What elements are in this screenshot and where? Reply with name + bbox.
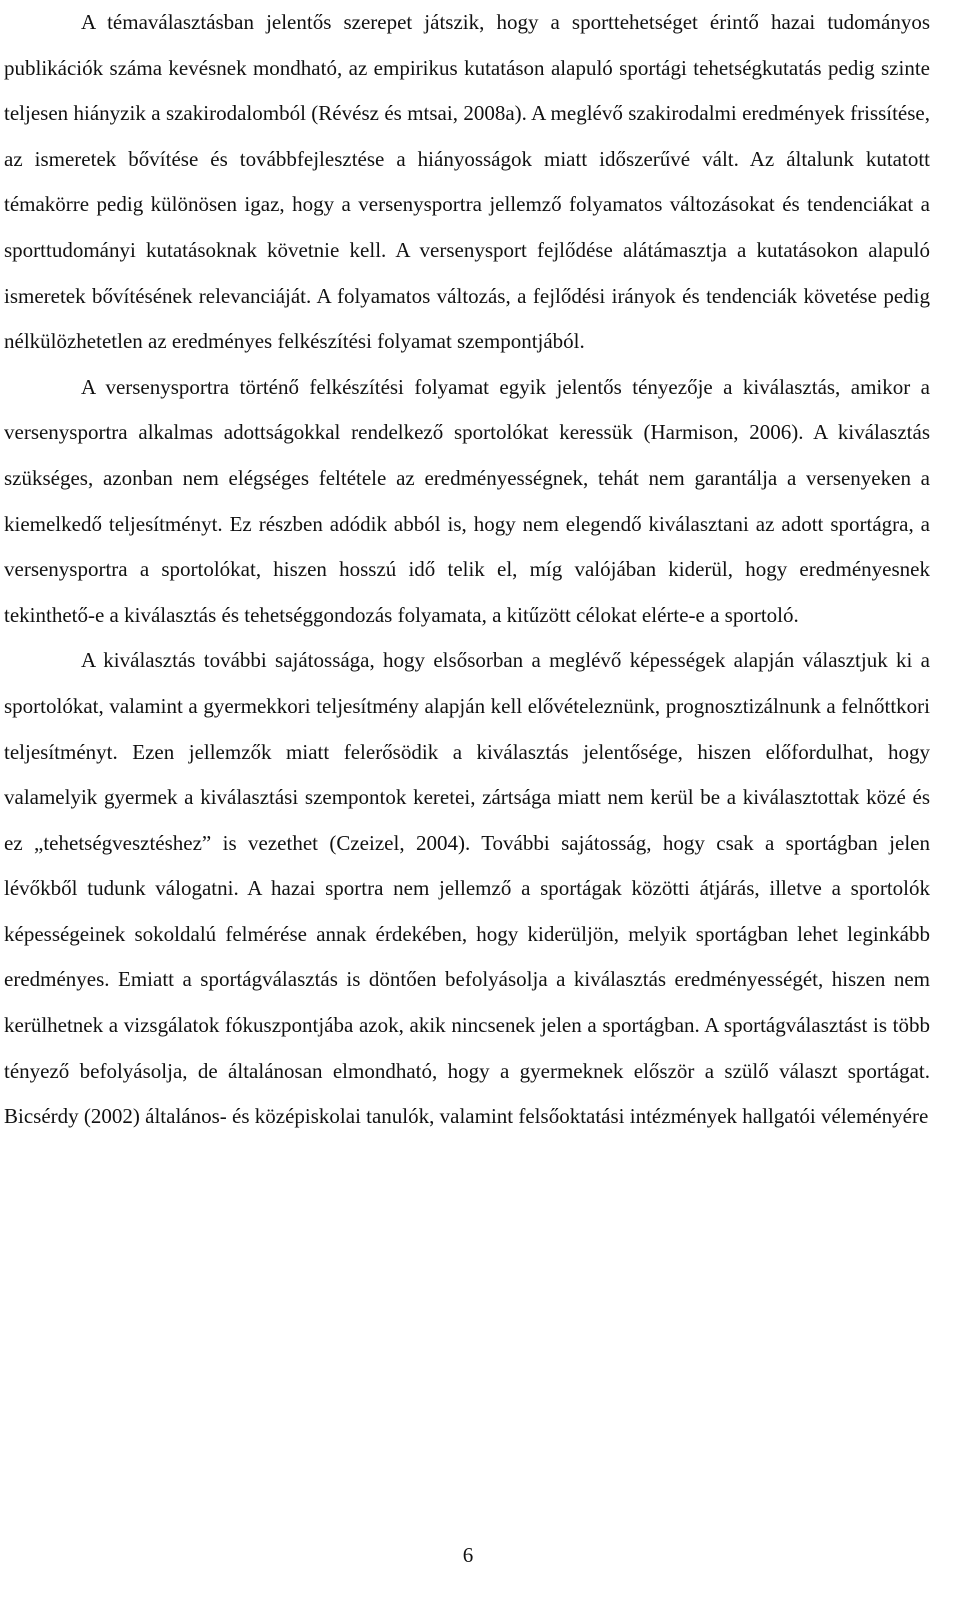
page-number: 6 (462, 1543, 474, 1567)
paragraph: A kiválasztás további sajátossága, hogy elsősorban a meglévő képességek alapján választjuk ki a sportolókat, valamint a gyermekkori teljesítmény alapján kell elővételeznünk, prognosztizálnunk a felnőttkori teljesítményt. Ezen jellemzők miatt felerősödik a kiválasztás jelentősége, hiszen előfordulhat, hogy valamelyik gyermek a kiválasztási szempontok keretei, zártsága miatt nem kerül be a kiválasztottak közé és ez „tehetségvesztéshez” is vezethet (Czeizel, 2004). További sajátosság, hogy csak a sportágban jelen lévőkből tudunk válogatni. A hazai sportra nem jellemző a sportágak közötti átjárás, illetve a sportolók képességeinek sokoldalú felmérése annak érdekében, hogy kiderüljön, melyik sportágban lehet leginkább eredményes. Emiatt a sportágválasztás is döntően befolyásolja a kiválasztás eredményességét, hiszen nem kerülhetnek a vizsgálatok fókuszpontjába azok, akik nincsenek jelen a sportágban. A sportágválasztást is több tényező befolyásolja, de általánosan elmondható, hogy a gyermeknek először a szülő választ sportágat. Bicsérdy (2002) általános- és középiskolai tanulók, valamint felsőoktatási intézmények hallgatói véleményére (4, 648, 930, 1129)
body-text (4, 0, 930, 1140)
paragraph: A versenysportra történő felkészítési folyamat egyik jelentős tényezője a kiválasztás, amikor a versenysportra alkalmas adottságokkal rendelkező sportolókat keressük (Harmison, 2006). A kiválasztás szükséges, azonban nem elégséges feltétele az eredményességnek, tehát nem garantálja a versenyeken a kiemelkedő teljesítményt. Ez részben adódik abból is, hogy nem elegendő kiválasztani az adott sportágra, a versenysportra a sportolókat, hiszen hosszú idő telik el, míg valójában kiderül, hogy eredményesnek tekinthető-e a kiválasztás és tehetséggondozás folyamata, a kitűzött célokat elérte-e a sportoló. (4, 374, 930, 627)
paragraph: A témaválasztásban jelentős szerepet játszik, hogy a sporttehetséget érintő hazai tudományos publikációk száma kevésnek mondható, az empirikus kutatáson alapuló sportági tehetségkutatás pedig szinte teljesen hiányzik a szakirodalomból (Révész és mtsai, 2008a). A meglévő szakirodalmi eredmények frissítése, az ismeretek bővítése és továbbfejlesztése a hiányosságok miatt időszerűvé vált. Az általunk kutatott témakörre pedig különösen igaz, hogy a versenysportra jellemző folyamatos változásokat és tendenciákat a sporttudományi kutatásoknak követnie kell. A versenysport fejlődése alátámasztja a kutatásokon alapuló ismeretek bővítésének relevanciáját. A folyamatos változás, a fejlődési irányok és tendenciák követése pedig nélkülözhetetlen az eredményes felkészítési folyamat szempontjából. (4, 10, 930, 354)
